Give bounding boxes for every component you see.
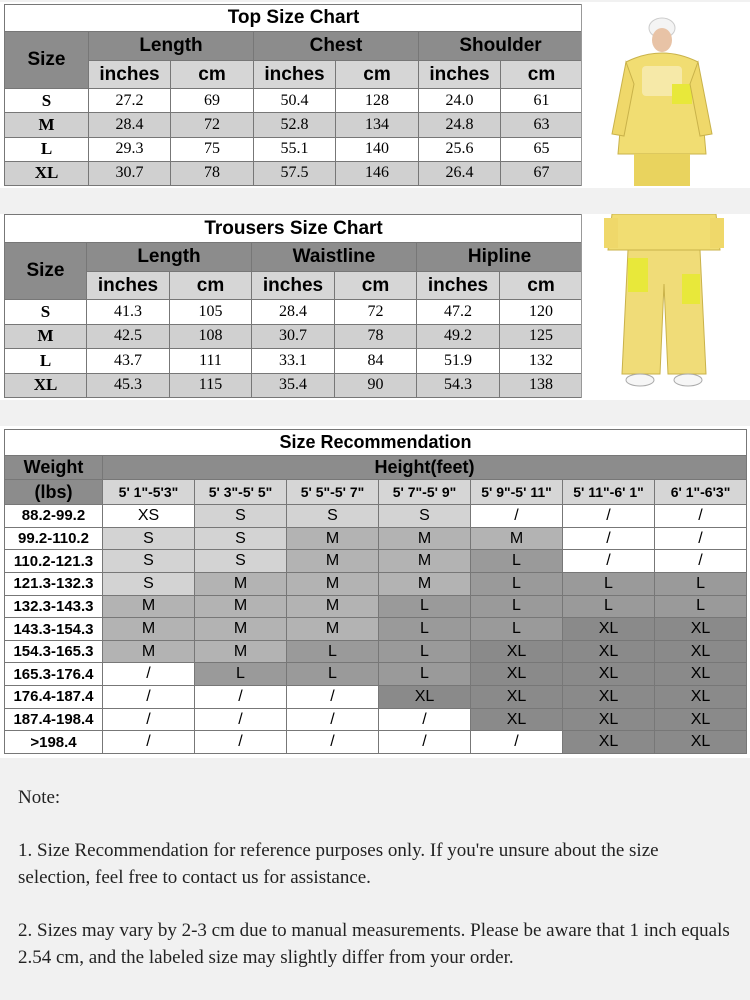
table-cell: 120 [500, 300, 583, 325]
unit-header: inches [87, 272, 170, 300]
unit-header: inches [89, 61, 171, 89]
table-cell: 29.3 [89, 137, 171, 161]
hipline-header: Hipline [417, 243, 583, 272]
table-cell: 105 [170, 300, 252, 325]
size-cell: / [103, 686, 195, 709]
size-header: Size [5, 32, 89, 89]
table-cell: 125 [500, 324, 583, 349]
size-cell: L [379, 640, 471, 663]
size-cell: XL [471, 663, 563, 686]
notes-heading: Note: [18, 787, 61, 808]
unit-header: cm [335, 272, 417, 300]
size-cell: XL [563, 708, 655, 731]
size-cell: M [287, 572, 379, 595]
size-cell: XL [563, 618, 655, 641]
unit-header: inches [252, 272, 335, 300]
weight-range-cell: 121.3-132.3 [5, 572, 103, 595]
table-row [5, 527, 747, 550]
height-range-header: 5' 11"-6' 1" [563, 480, 655, 505]
size-header: Size [5, 243, 87, 300]
size-cell: / [103, 708, 195, 731]
size-cell: M [287, 527, 379, 550]
size-cell: / [287, 708, 379, 731]
table-cell: 134 [336, 113, 419, 137]
size-cell: XL [471, 708, 563, 731]
height-range-header: 5' 7"-5' 9" [379, 480, 471, 505]
size-cell: S [103, 572, 195, 595]
weight-range-cell: 176.4-187.4 [5, 686, 103, 709]
unit-header: inches [417, 272, 500, 300]
size-cell: / [655, 505, 747, 528]
weight-range-cell: 88.2-99.2 [5, 505, 103, 528]
trousers-model-illustration [582, 214, 746, 398]
size-cell: / [563, 505, 655, 528]
size-cell: XS [103, 505, 195, 528]
size-cell: / [655, 550, 747, 573]
table-cell: 49.2 [417, 324, 500, 349]
size-cell: M [195, 640, 287, 663]
weight-header: Weight [5, 455, 103, 480]
weight-range-cell: 99.2-110.2 [5, 527, 103, 550]
table-cell: 45.3 [87, 373, 170, 398]
size-cell: / [103, 663, 195, 686]
table-cell: 69 [171, 89, 254, 113]
recommendation-title: Size Recommendation [5, 430, 747, 456]
size-cell: L [471, 618, 563, 641]
table-cell: 24.0 [419, 89, 501, 113]
table-cell: 25.6 [419, 137, 501, 161]
size-cell: L [195, 663, 287, 686]
table-cell: 140 [336, 137, 419, 161]
height-range-header: 6' 1"-6'3" [655, 480, 747, 505]
weight-range-cell: 110.2-121.3 [5, 550, 103, 573]
jacket-model-photo [581, 4, 746, 186]
table-row [5, 324, 583, 349]
table-cell: 57.5 [254, 161, 336, 185]
size-cell: / [379, 708, 471, 731]
unit-header: cm [500, 272, 583, 300]
size-cell: / [471, 505, 563, 528]
table-cell: 72 [335, 300, 417, 325]
size-cell: L [655, 572, 747, 595]
size-cell: L [471, 550, 563, 573]
table-cell: 132 [500, 349, 583, 374]
size-label: S [5, 300, 87, 325]
weight-unit-header: (lbs) [5, 480, 103, 505]
table-cell: 75 [171, 137, 254, 161]
table-cell: 61 [501, 89, 583, 113]
size-cell: M [103, 618, 195, 641]
size-cell: XL [563, 686, 655, 709]
table-cell: 51.9 [417, 349, 500, 374]
size-cell: XL [655, 731, 747, 754]
shoulder-header: Shoulder [419, 32, 583, 61]
table-cell: 63 [501, 113, 583, 137]
size-recommendation-section [0, 426, 750, 758]
weight-range-cell: 165.3-176.4 [5, 663, 103, 686]
top-chart-title: Top Size Chart [5, 5, 583, 32]
size-cell: / [103, 731, 195, 754]
size-cell: M [471, 527, 563, 550]
table-row [5, 640, 747, 663]
notes-section [18, 784, 733, 997]
size-cell: L [379, 618, 471, 641]
size-cell: M [379, 572, 471, 595]
height-range-header: 5' 3"-5' 5" [195, 480, 287, 505]
table-cell: 30.7 [252, 324, 335, 349]
table-cell: 146 [336, 161, 419, 185]
table-cell: 33.1 [252, 349, 335, 374]
size-cell: / [655, 527, 747, 550]
table-cell: 128 [336, 89, 419, 113]
top-size-chart-section [0, 2, 750, 188]
table-cell: 35.4 [252, 373, 335, 398]
length-header: Length [89, 32, 254, 61]
unit-header: cm [501, 61, 583, 89]
size-cell: S [195, 505, 287, 528]
size-cell: M [103, 640, 195, 663]
table-cell: 67 [501, 161, 583, 185]
weight-range-cell: 154.3-165.3 [5, 640, 103, 663]
table-cell: 47.2 [417, 300, 500, 325]
size-cell: XL [563, 640, 655, 663]
table-row [5, 300, 583, 325]
size-cell: L [471, 572, 563, 595]
table-cell: 65 [501, 137, 583, 161]
size-cell: S [195, 527, 287, 550]
size-cell: M [195, 618, 287, 641]
size-cell: M [103, 595, 195, 618]
table-cell: 78 [171, 161, 254, 185]
table-cell: 30.7 [89, 161, 171, 185]
size-cell: S [287, 505, 379, 528]
size-cell: XL [655, 618, 747, 641]
size-cell: XL [655, 708, 747, 731]
note-item: 2. Sizes may vary by 2-3 cm due to manual measurements. Please be aware that 1 inch equals 2.54 cm, and the labeled size may slightly differ from your order. [18, 920, 730, 968]
size-label: S [5, 89, 89, 113]
table-cell: 115 [170, 373, 252, 398]
table-row [5, 595, 747, 618]
length-header: Length [87, 243, 252, 272]
size-cell: S [103, 527, 195, 550]
table-cell: 72 [171, 113, 254, 137]
size-cell: L [287, 640, 379, 663]
size-cell: M [379, 550, 471, 573]
height-header: Height(feet) [103, 455, 747, 480]
table-cell: 42.5 [87, 324, 170, 349]
size-cell: XL [563, 663, 655, 686]
table-cell: 108 [170, 324, 252, 349]
size-label: L [5, 137, 89, 161]
table-cell: 41.3 [87, 300, 170, 325]
size-cell: L [471, 595, 563, 618]
table-cell: 28.4 [252, 300, 335, 325]
size-recommendation-table [4, 429, 747, 754]
trousers-chart-title: Trousers Size Chart [5, 215, 583, 243]
size-cell: / [287, 686, 379, 709]
jacket-model-illustration [582, 4, 746, 186]
size-cell: S [103, 550, 195, 573]
table-row [5, 113, 583, 137]
table-cell: 43.7 [87, 349, 170, 374]
table-row [5, 373, 583, 398]
unit-header: cm [336, 61, 419, 89]
size-cell: XL [471, 640, 563, 663]
weight-range-cell: 132.3-143.3 [5, 595, 103, 618]
table-row [5, 137, 583, 161]
size-cell: M [195, 595, 287, 618]
size-label: M [5, 324, 87, 349]
height-range-header: 5' 5"-5' 7" [287, 480, 379, 505]
table-cell: 26.4 [419, 161, 501, 185]
table-cell: 24.8 [419, 113, 501, 137]
table-row [5, 550, 747, 573]
table-row [5, 618, 747, 641]
table-cell: 84 [335, 349, 417, 374]
trousers-size-chart-section [0, 214, 750, 400]
table-cell: 52.8 [254, 113, 336, 137]
table-cell: 55.1 [254, 137, 336, 161]
height-range-header: 5' 1"-5'3" [103, 480, 195, 505]
table-cell: 54.3 [417, 373, 500, 398]
table-cell: 111 [170, 349, 252, 374]
unit-header: inches [419, 61, 501, 89]
size-cell: / [195, 686, 287, 709]
table-row [5, 505, 747, 528]
size-cell: / [379, 731, 471, 754]
size-cell: XL [655, 686, 747, 709]
size-label: XL [5, 373, 87, 398]
size-cell: M [379, 527, 471, 550]
table-cell: 138 [500, 373, 583, 398]
size-cell: L [563, 595, 655, 618]
size-cell: XL [655, 663, 747, 686]
size-cell: L [655, 595, 747, 618]
weight-range-cell: >198.4 [5, 731, 103, 754]
size-cell: L [287, 663, 379, 686]
table-row [5, 686, 747, 709]
note-item: 1. Size Recommendation for reference purposes only. If you're unsure about the size selection, feel free to contact us for assistance. [18, 840, 659, 888]
size-cell: XL [379, 686, 471, 709]
table-row [5, 572, 747, 595]
height-range-header: 5' 9"-5' 11" [471, 480, 563, 505]
size-cell: / [287, 731, 379, 754]
chest-header: Chest [254, 32, 419, 61]
size-cell: M [287, 595, 379, 618]
table-row [5, 89, 583, 113]
table-row [5, 731, 747, 754]
unit-header: cm [171, 61, 254, 89]
size-cell: / [471, 731, 563, 754]
unit-header: inches [254, 61, 336, 89]
table-row [5, 663, 747, 686]
size-cell: L [563, 572, 655, 595]
size-cell: M [195, 572, 287, 595]
top-size-chart [4, 4, 583, 186]
waistline-header: Waistline [252, 243, 417, 272]
weight-range-cell: 187.4-198.4 [5, 708, 103, 731]
table-row [5, 349, 583, 374]
table-row [5, 708, 747, 731]
table-cell: 28.4 [89, 113, 171, 137]
weight-range-cell: 143.3-154.3 [5, 618, 103, 641]
size-cell: XL [471, 686, 563, 709]
size-cell: S [379, 505, 471, 528]
trousers-size-chart [4, 214, 583, 398]
size-label: XL [5, 161, 89, 185]
size-cell: S [195, 550, 287, 573]
size-cell: M [287, 618, 379, 641]
size-cell: / [195, 731, 287, 754]
size-cell: L [379, 663, 471, 686]
unit-header: cm [170, 272, 252, 300]
table-cell: 50.4 [254, 89, 336, 113]
size-cell: L [379, 595, 471, 618]
table-cell: 90 [335, 373, 417, 398]
size-cell: M [287, 550, 379, 573]
table-row [5, 161, 583, 185]
size-cell: / [563, 527, 655, 550]
size-cell: / [563, 550, 655, 573]
table-cell: 78 [335, 324, 417, 349]
table-cell: 27.2 [89, 89, 171, 113]
size-label: L [5, 349, 87, 374]
size-cell: XL [563, 731, 655, 754]
size-label: M [5, 113, 89, 137]
size-cell: / [195, 708, 287, 731]
size-cell: XL [655, 640, 747, 663]
trousers-model-photo [581, 214, 746, 398]
